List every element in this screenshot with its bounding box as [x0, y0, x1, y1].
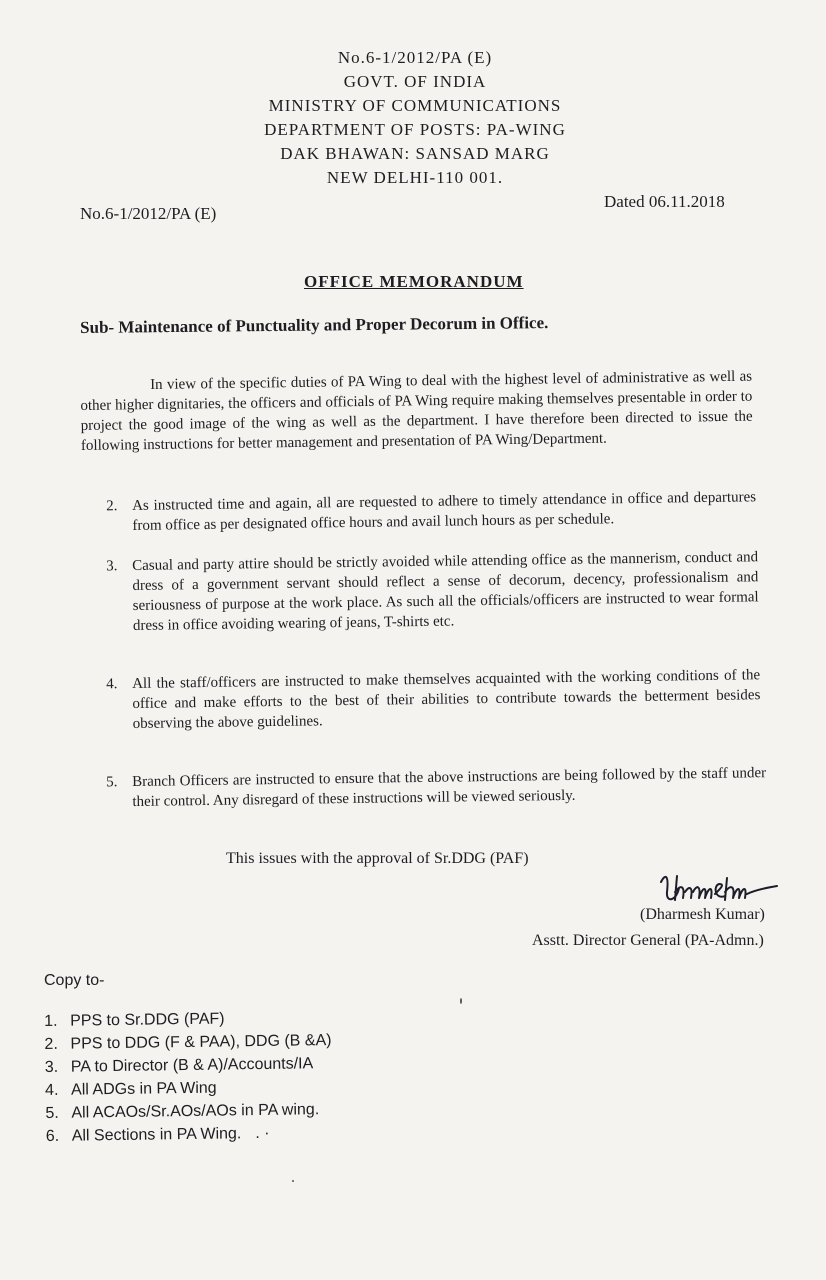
list-item-text: All ADGs in PA Wing	[71, 1079, 217, 1099]
approval-note: This issues with the approval of Sr.DDG (PAF)	[226, 850, 529, 867]
list-item-number: 4.	[45, 1081, 59, 1099]
list-item-text: PA to Director (B & A)/Accounts/IA	[70, 1055, 314, 1076]
intro-paragraph	[80, 367, 753, 456]
list-item-text: All ACAOs/Sr.AOs/AOs in PA wing.	[71, 1101, 320, 1122]
point-text: Branch Officers are instructed to ensure that the above instructions are being followed by the staff under their control. Any disregard of these instructions will be viewed seriously.	[132, 765, 767, 810]
list-item-number: 6.	[45, 1127, 60, 1145]
list-item	[46, 1121, 333, 1148]
scan-speck	[460, 998, 462, 1004]
letterhead-address: DAK BHAWAN: SANSAD MARG	[280, 144, 550, 163]
point-number: 5.	[106, 774, 118, 791]
point-number: 2.	[106, 498, 118, 515]
list-item-text: PPS to Sr.DDG (PAF)	[70, 1010, 225, 1030]
point-text: All the staff/officers are instructed to make themselves acquainted with the working conditions of the office and make efforts to the best of their abilities to contribute towards the betterment besides observing the above guidelines.	[132, 667, 761, 732]
date-line: Dated 06.11.2018	[604, 192, 725, 211]
point-text: As instructed time and again, all are requested to adhere to timely attendance in office and departures from office as per designated office hours and avail lunch hours as per schedule.	[132, 489, 757, 534]
signatory-name: (Dharmesh Kumar)	[640, 906, 765, 923]
letterhead-department: DEPARTMENT OF POSTS: PA-WING	[264, 120, 566, 139]
copy-to-label: Copy to-	[44, 972, 105, 989]
letterhead-ministry: MINISTRY OF COMMUNICATIONS	[268, 96, 562, 115]
letterhead-govt: GOVT. OF INDIA	[343, 72, 487, 91]
list-item	[45, 1052, 332, 1079]
intro-paragraph-text: In view of the specific duties of PA Wing to deal with the highest level of administrative as well as other higher dignitaries, the officers and officials of PA Wing require making themselves presentable in order to project the good image of the wing as well as the department. I have therefore been directed to issue the following instructions for better management and presentation of PA Wing/Department.	[80, 368, 753, 454]
subject-line: Sub- Maintenance of Punctuality and Proper Decorum in Office.	[80, 313, 549, 337]
list-item-number: 5.	[45, 1104, 59, 1122]
point-2	[106, 487, 757, 536]
point-number: 3.	[106, 558, 118, 575]
list-item-text: All Sections in PA Wing.	[71, 1125, 242, 1145]
memo-title: OFFICE MEMORANDUM	[304, 272, 524, 291]
point-3	[106, 547, 759, 636]
scan-speck	[292, 1180, 294, 1182]
letterhead	[180, 46, 650, 190]
point-5	[106, 763, 767, 812]
list-item-text: PPS to DDG (F & PAA), DDG (B &A)	[70, 1031, 332, 1053]
list-item-number: 1.	[44, 1012, 58, 1030]
list-item	[45, 1098, 332, 1125]
list-item-number: 3.	[44, 1058, 59, 1076]
point-4	[106, 665, 761, 734]
stray-dots: . ·	[255, 1124, 270, 1143]
copy-to-list	[44, 1006, 333, 1148]
signatory-designation: Asstt. Director General (PA-Admn.)	[532, 932, 764, 949]
letterhead-city: NEW DELHI-110 001.	[326, 168, 504, 187]
reference-number: No.6-1/2012/PA (E)	[80, 204, 217, 223]
letterhead-file-number: No.6-1/2012/PA (E)	[337, 48, 493, 67]
point-text: Casual and party attire should be strictly avoided while attending office as the mannerism, conduct and dress of a government servant should reflect a sense of decorum, decency, professionalism and seriousness of purpose at the work place. As such all the officials/officers are instructed to wear formal dress in office avoiding wearing of jeans, T-shirts etc.	[132, 549, 759, 634]
point-number: 4.	[106, 676, 118, 693]
list-item-number: 2.	[44, 1035, 58, 1053]
